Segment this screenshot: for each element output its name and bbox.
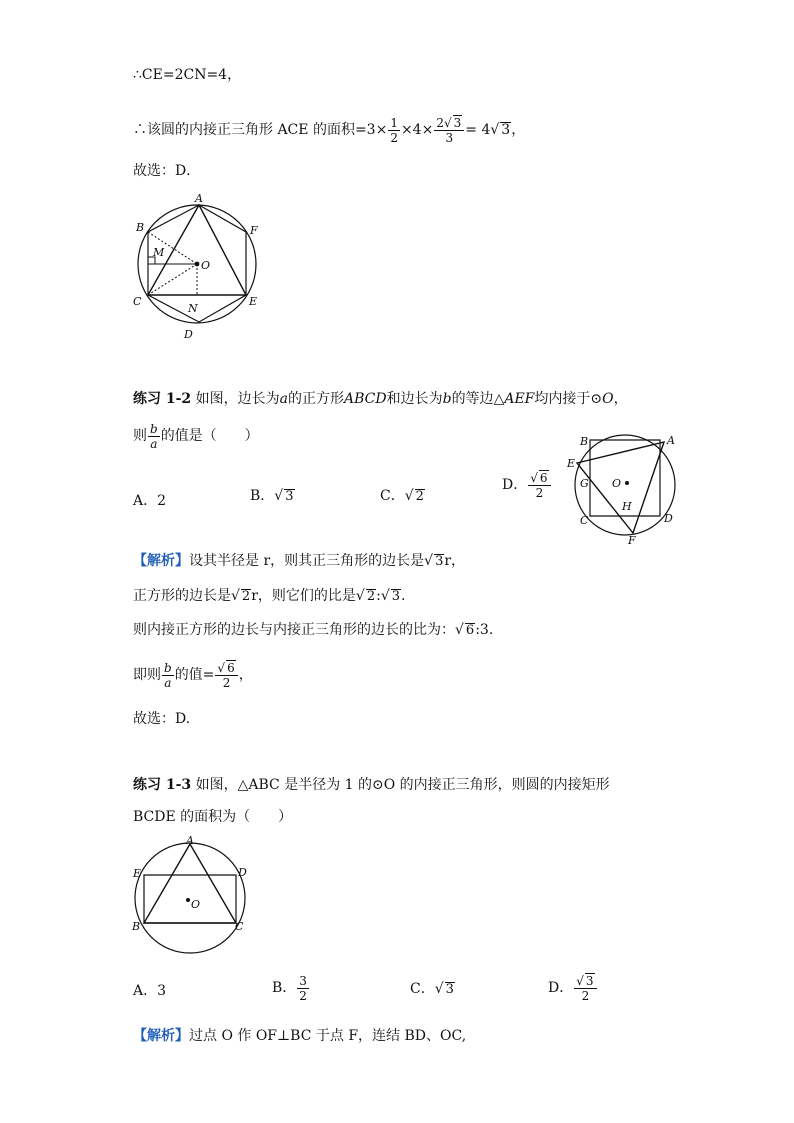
ex3-question-line2: BCDE 的面积为（ ）: [133, 809, 293, 825]
option-letter: D．: [502, 477, 528, 493]
frac-den: 2: [535, 486, 544, 500]
label-e: E: [133, 867, 142, 880]
var-b: b: [442, 391, 452, 407]
triangle-name: △AEF: [493, 391, 535, 407]
ex3-option-d[interactable]: [548, 968, 598, 1008]
frac-den: a: [164, 675, 172, 690]
frac-den: 3: [445, 131, 454, 145]
sol-text: ，: [238, 667, 253, 683]
ex2-label: 练习 1-2: [133, 391, 192, 407]
ex2-q1: 如图，边长为: [195, 391, 280, 407]
label-c: C: [235, 920, 244, 933]
fraction-b-over-a: [162, 661, 174, 690]
label-g: G: [580, 477, 589, 490]
result-radicand: 3: [501, 122, 511, 138]
triangle-abc: [144, 844, 236, 923]
ex2-solution-line1: 【解析】设其半径是 r，则其正三角形的边长是√ 3r，: [133, 553, 466, 569]
center-dot: [186, 898, 190, 902]
ex2-line2-prefix: 则: [133, 428, 147, 444]
radicand: 3: [585, 974, 594, 988]
fraction-b-over-a: [148, 422, 160, 451]
label-h: H: [622, 500, 632, 513]
figure-hexagon-triangle: [128, 192, 268, 342]
option-letter: B．: [250, 488, 275, 504]
frac-num: 1: [390, 115, 398, 130]
fraction-one-half: [388, 116, 400, 145]
ex2-option-c[interactable]: C．√ 2: [380, 488, 424, 504]
label-f: F: [628, 534, 636, 547]
ex2-q3: 和边长为: [386, 391, 443, 407]
figure-square-triangle: [560, 430, 690, 548]
label-f: F: [250, 224, 258, 237]
radicand: 6: [539, 471, 548, 485]
frac-den: a: [150, 436, 158, 451]
circumcircle: [135, 843, 245, 953]
label-c: C: [133, 295, 142, 308]
label-b: B: [136, 221, 145, 234]
label-e: E: [249, 295, 258, 308]
sol-text: 过点 O 作 OF⊥BC 于点 F，连结 BD、OC,: [189, 1028, 467, 1044]
label-n: N: [188, 302, 198, 315]
ex2-option-b[interactable]: B．√ 3: [250, 488, 294, 504]
radicand: 6: [227, 661, 235, 675]
radicand: 6: [465, 623, 475, 638]
ex3-question-line1: [133, 776, 610, 794]
ex2-solution-line3: 则内接正方形的边长与内接正三角形的边长的比为：√ 6:3.: [133, 622, 494, 638]
label-o: O: [191, 898, 201, 911]
frac-num: b: [164, 660, 172, 675]
radicand: 3: [391, 589, 401, 604]
ex2-q5: 均内接于⊙: [534, 391, 603, 407]
square-name: ABCD: [343, 391, 387, 407]
label-b: B: [132, 920, 141, 933]
radicand: 3: [435, 554, 444, 569]
frac-num: √ 6: [215, 660, 237, 676]
radicand: 2: [415, 489, 424, 504]
sol-text: 正方形的边长是: [133, 588, 231, 604]
answer-1: 故选：D．: [133, 163, 201, 179]
solution-tag: 【解析】: [133, 1028, 189, 1044]
ex2-q2: 的正方形: [287, 391, 344, 407]
comma: ，: [511, 122, 526, 138]
ex2-solution-line2: 正方形的边长是√ 2r，则它们的比是√ 2:√ 3.: [133, 588, 406, 604]
label-m: M: [153, 246, 165, 259]
label-o: O: [612, 477, 622, 490]
label-a: A: [667, 434, 675, 447]
sol-text: :3.: [475, 622, 494, 638]
frac-num: 3: [299, 973, 307, 988]
frac-num: b: [150, 421, 158, 436]
fraction-root6-over-2: [215, 660, 237, 690]
area-prefix: ∴该圆的内接正三角形 ACE 的面积=3×: [133, 122, 388, 138]
sol-text: r，则它们的比是: [251, 588, 356, 604]
frac-num: 2√ 3: [434, 115, 464, 131]
sol-text: 即则: [133, 667, 161, 683]
mult-four: ×4×: [400, 122, 434, 138]
label-o: O: [201, 259, 211, 272]
ex3-q1: 如图，△ABC 是半径为 1 的⊙O 的内接正三角形，则圆的内接矩形: [195, 777, 610, 793]
label-a: A: [195, 192, 203, 205]
option-letter: C．: [380, 488, 405, 504]
center-dot: [625, 481, 629, 485]
label-e: E: [567, 457, 576, 470]
solution-tag: 【解析】: [133, 553, 189, 569]
ex2-q4: 的等边: [451, 391, 494, 407]
label-d: D: [184, 328, 193, 341]
label-d: D: [238, 866, 247, 879]
ex2-answer: 故选：D.: [133, 711, 191, 727]
figure-triangle-rectangle: [128, 832, 268, 958]
frac-den: 2: [222, 676, 231, 690]
center-dot: [195, 262, 200, 267]
frac-num: √ 3: [574, 973, 596, 989]
coef: 2: [436, 116, 444, 130]
frac-den: 2: [581, 989, 590, 1003]
sol-text: r，: [444, 553, 466, 569]
circle-name: O: [602, 391, 614, 407]
sol-text: 的值=: [174, 667, 215, 683]
radicand: 3: [445, 982, 454, 997]
ex2-q6: ，: [613, 391, 628, 407]
var-a: a: [279, 391, 288, 407]
area-formula: ∴该圆的内接正三角形 ACE 的面积=3× $\frac{1}{2}$ ×4× $\frac{2√ 3}{3}$ = 4√ 3，: [133, 115, 526, 145]
label-d: D: [664, 512, 673, 525]
ex3-solution-line1: [133, 1027, 466, 1045]
fraction-3-over-2: [297, 974, 309, 1003]
ex3-option-b[interactable]: [272, 968, 310, 1008]
radicand: 3: [285, 489, 294, 504]
ex2-option-a[interactable]: A．2: [133, 493, 167, 509]
fraction-root3-over-2: [574, 973, 596, 1003]
option-letter: D．: [548, 980, 574, 996]
sol-text: 则内接正方形的边长与内接正三角形的边长的比为：: [133, 622, 455, 638]
label-a: A: [186, 834, 194, 847]
frac-den: 2: [299, 988, 307, 1003]
label-b: B: [580, 435, 589, 448]
ex2-line2-suffix: 的值是（ ）: [160, 428, 259, 444]
ex2-question-line2: [133, 416, 259, 456]
sol-text: 设其半径是 r，则其正三角形的边长是: [189, 553, 425, 569]
equals: = 4: [465, 122, 491, 138]
ex2-solution-line4: [133, 655, 253, 695]
frac-den: 2: [390, 130, 398, 145]
ex2-option-d[interactable]: [502, 465, 552, 505]
dotted-co: [148, 264, 197, 295]
sol-text: .: [401, 588, 406, 604]
fraction-root6-over-2: [528, 470, 550, 500]
ex3-option-c[interactable]: C．√ 3: [410, 981, 454, 997]
radicand: 2: [366, 589, 376, 604]
fraction-2root3-over-3: [434, 115, 464, 145]
ex2-question-line1: [133, 390, 628, 408]
label-c: C: [580, 514, 589, 527]
option-letter: C．: [410, 981, 435, 997]
ex3-label: 练习 1-3: [133, 777, 192, 793]
ex3-option-a[interactable]: A．3: [133, 983, 167, 999]
option-letter: B．: [272, 980, 297, 996]
radicand: 3: [453, 116, 462, 130]
sol-text: :: [376, 588, 381, 604]
frac-num: √ 6: [528, 470, 550, 486]
radicand: 2: [241, 589, 251, 604]
line-ce: ∴CE=2CN=4，: [133, 67, 242, 83]
